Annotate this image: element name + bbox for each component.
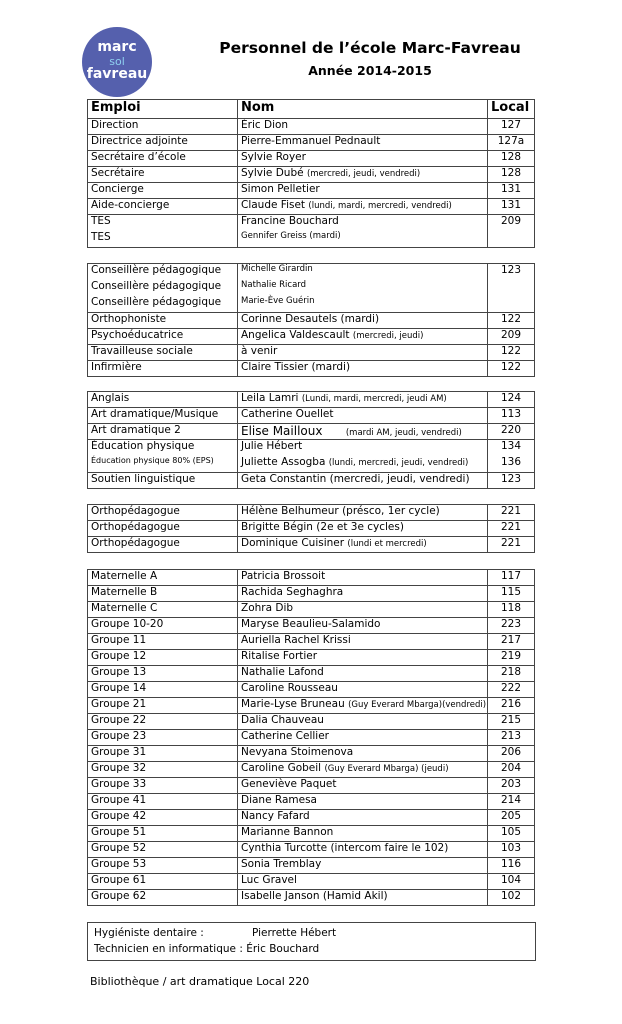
table-row bbox=[88, 890, 535, 906]
cell-nom: Pierre-Emmanuel Pednault bbox=[238, 135, 488, 151]
cell-local: 122 bbox=[488, 361, 535, 377]
cell-nom: Sonia Tremblay bbox=[238, 858, 488, 874]
cell-nom: Hélène Belhumeur (présco, 1er cycle) bbox=[238, 505, 488, 521]
hygienist-line bbox=[94, 925, 529, 941]
name-line bbox=[241, 456, 484, 472]
emploi-line: Conseillère pédagogique bbox=[91, 264, 222, 276]
cell-emploi: Groupe 12 bbox=[88, 650, 238, 666]
cell-local: 122 bbox=[488, 345, 535, 361]
cell-emploi: Groupe 61 bbox=[88, 874, 238, 890]
cell-emploi: Maternelle C bbox=[88, 602, 238, 618]
table-row bbox=[88, 537, 535, 553]
table-row bbox=[88, 618, 535, 634]
footer-note: Bibliothèque / art dramatique Local 220 bbox=[90, 975, 310, 988]
table-row bbox=[88, 264, 535, 313]
cell-local: 105 bbox=[488, 826, 535, 842]
cell-nom: Sylvie Royer bbox=[238, 151, 488, 167]
cell-local: 221 bbox=[488, 505, 535, 521]
table-header-row bbox=[88, 100, 535, 119]
schedule-note: (lundi, mercredi, jeudi, vendredi) bbox=[328, 458, 469, 468]
cell-local: 221 bbox=[488, 521, 535, 537]
cell-nom: Zohra Dib bbox=[238, 602, 488, 618]
name-text: Dominique Cuisiner bbox=[241, 537, 345, 549]
table-row bbox=[88, 794, 535, 810]
cell-local: 220 bbox=[488, 424, 535, 440]
cell-emploi: Secrétaire d’école bbox=[88, 151, 238, 167]
table-row bbox=[88, 361, 535, 377]
logo-line-1: marc bbox=[97, 39, 137, 55]
cell-local: 103 bbox=[488, 842, 535, 858]
table-row bbox=[88, 698, 535, 714]
table-row bbox=[88, 810, 535, 826]
emploi-line: TES bbox=[91, 215, 111, 227]
cell-nom: Ritalise Fortier bbox=[238, 650, 488, 666]
table-row bbox=[88, 762, 535, 778]
table-row bbox=[88, 345, 535, 361]
cell-nom: Patricia Brossoit bbox=[238, 570, 488, 586]
cell-emploi: Concierge bbox=[88, 183, 238, 199]
cell-nom: Geta Constantin (mercredi, jeudi, vendredi) bbox=[238, 473, 488, 489]
cell-local: 218 bbox=[488, 666, 535, 682]
cell-emploi: Anglais bbox=[88, 392, 238, 408]
table-row bbox=[88, 119, 535, 135]
cell-local: 206 bbox=[488, 746, 535, 762]
cell-local: 216 bbox=[488, 698, 535, 714]
cell-nom: Éric Dion bbox=[238, 119, 488, 135]
column-header-nom: Nom bbox=[238, 100, 488, 119]
cell-local: 116 bbox=[488, 858, 535, 874]
other-staff-box bbox=[87, 922, 536, 961]
cell-local: 123 bbox=[488, 264, 535, 313]
table-row bbox=[88, 730, 535, 746]
schedule-note: (lundi, mardi, mercredi, vendredi) bbox=[308, 201, 452, 211]
cell-nom: Diane Ramesa bbox=[238, 794, 488, 810]
table-row bbox=[88, 440, 535, 473]
schedule-note: (lundi et mercredi) bbox=[347, 539, 427, 549]
name-text: Claude Fiset bbox=[241, 199, 306, 211]
cell-nom: Simon Pelletier bbox=[238, 183, 488, 199]
page-subtitle: Année 2014-2015 bbox=[308, 63, 432, 78]
cell-emploi: Groupe 32 bbox=[88, 762, 238, 778]
cell-nom bbox=[238, 329, 488, 345]
local-line: 136 bbox=[500, 456, 522, 468]
local-line: 134 bbox=[500, 440, 522, 452]
cell-nom: Cynthia Turcotte (intercom faire le 102) bbox=[238, 842, 488, 858]
cell-nom bbox=[238, 698, 488, 714]
cell-emploi: Groupe 62 bbox=[88, 890, 238, 906]
cell-nom: Catherine Cellier bbox=[238, 730, 488, 746]
cell-local: 115 bbox=[488, 586, 535, 602]
table-row bbox=[88, 826, 535, 842]
table-row bbox=[88, 842, 535, 858]
cell-nom bbox=[238, 424, 488, 440]
cell-emploi: Aide-concierge bbox=[88, 199, 238, 215]
cell-local: 127 bbox=[488, 119, 535, 135]
cell-local: 131 bbox=[488, 183, 535, 199]
cell-emploi: Groupe 31 bbox=[88, 746, 238, 762]
table-row bbox=[88, 874, 535, 890]
cell-emploi bbox=[88, 264, 238, 313]
cell-nom bbox=[238, 440, 488, 473]
cell-nom: Nevyana Stoimenova bbox=[238, 746, 488, 762]
table-row bbox=[88, 682, 535, 698]
cell-emploi: Groupe 21 bbox=[88, 698, 238, 714]
cell-emploi: Art dramatique/Musique bbox=[88, 408, 238, 424]
cell-local: 102 bbox=[488, 890, 535, 906]
cell-nom bbox=[238, 264, 488, 313]
table-row bbox=[88, 167, 535, 183]
name-line: Michelle Girardin bbox=[241, 264, 313, 274]
cell-local: 127a bbox=[488, 135, 535, 151]
schedule-note: (Guy Everard Mbarga)(vendredi) bbox=[348, 700, 487, 710]
cell-nom: Marianne Bannon bbox=[238, 826, 488, 842]
table-row bbox=[88, 634, 535, 650]
cell-local: 215 bbox=[488, 714, 535, 730]
column-header-emploi: Emploi bbox=[88, 100, 238, 119]
table-row bbox=[88, 602, 535, 618]
cell-emploi: Groupe 22 bbox=[88, 714, 238, 730]
staff-table-groups bbox=[87, 569, 535, 906]
cell-emploi: Secrétaire bbox=[88, 167, 238, 183]
cell-nom: Caroline Rousseau bbox=[238, 682, 488, 698]
name-line: Gennifer Greiss (mardi) bbox=[241, 231, 341, 241]
technician-label: Technicien en informatique : bbox=[94, 943, 243, 955]
cell-nom: Corinne Desautels (mardi) bbox=[238, 313, 488, 329]
table-row bbox=[88, 183, 535, 199]
table-row bbox=[88, 313, 535, 329]
table-row bbox=[88, 329, 535, 345]
cell-nom: Brigitte Bégin (2e et 3e cycles) bbox=[238, 521, 488, 537]
cell-emploi: Soutien linguistique bbox=[88, 473, 238, 489]
cell-local: 222 bbox=[488, 682, 535, 698]
cell-emploi: Groupe 42 bbox=[88, 810, 238, 826]
cell-emploi: Groupe 14 bbox=[88, 682, 238, 698]
cell-nom: Maryse Beaulieu-Salamido bbox=[238, 618, 488, 634]
cell-local: 203 bbox=[488, 778, 535, 794]
cell-nom: Nancy Fafard bbox=[238, 810, 488, 826]
page-title: Personnel de l’école Marc-Favreau bbox=[219, 39, 521, 57]
school-logo bbox=[82, 27, 152, 97]
cell-nom: Rachida Seghaghra bbox=[238, 586, 488, 602]
cell-local: 221 bbox=[488, 537, 535, 553]
cell-local: 219 bbox=[488, 650, 535, 666]
schedule-note: (Lundi, mardi, mercredi, jeudi AM) bbox=[301, 394, 447, 404]
table-row bbox=[88, 586, 535, 602]
schedule-note: (mercredi, jeudi, vendredi) bbox=[306, 169, 421, 179]
cell-nom bbox=[238, 762, 488, 778]
cell-emploi: Groupe 52 bbox=[88, 842, 238, 858]
cell-nom: Claire Tissier (mardi) bbox=[238, 361, 488, 377]
table-row bbox=[88, 392, 535, 408]
cell-emploi: Orthopédagogue bbox=[88, 521, 238, 537]
cell-nom: Geneviève Paquet bbox=[238, 778, 488, 794]
cell-emploi: Art dramatique 2 bbox=[88, 424, 238, 440]
table-row bbox=[88, 746, 535, 762]
cell-nom bbox=[238, 167, 488, 183]
cell-local bbox=[488, 440, 535, 473]
cell-nom: Isabelle Janson (Hamid Akil) bbox=[238, 890, 488, 906]
cell-emploi: Direction bbox=[88, 119, 238, 135]
staff-table-orthopedagogy bbox=[87, 504, 535, 553]
cell-emploi: Maternelle B bbox=[88, 586, 238, 602]
cell-nom bbox=[238, 199, 488, 215]
emploi-line: Conseillère pédagogique bbox=[91, 280, 222, 292]
hygienist-name: Pierrette Hébert bbox=[252, 927, 337, 939]
emploi-line: Éducation physique bbox=[91, 440, 195, 452]
cell-local: 217 bbox=[488, 634, 535, 650]
table-row bbox=[88, 858, 535, 874]
column-header-local: Local bbox=[488, 100, 535, 119]
emploi-line: Éducation physique 80% (EPS) bbox=[91, 456, 214, 465]
name-line: Nathalie Ricard bbox=[241, 280, 307, 290]
cell-local: 113 bbox=[488, 408, 535, 424]
cell-emploi: Groupe 11 bbox=[88, 634, 238, 650]
table-row bbox=[88, 424, 535, 440]
staff-table-direction bbox=[87, 99, 535, 248]
cell-local: 209 bbox=[488, 215, 535, 248]
emploi-line: Conseillère pédagogique bbox=[91, 296, 222, 308]
table-row bbox=[88, 151, 535, 167]
cell-nom: Nathalie Lafond bbox=[238, 666, 488, 682]
cell-emploi: Orthopédagogue bbox=[88, 537, 238, 553]
cell-local: 118 bbox=[488, 602, 535, 618]
name-text: Sylvie Dubé bbox=[241, 167, 304, 179]
cell-emploi: Infirmière bbox=[88, 361, 238, 377]
cell-emploi: Groupe 13 bbox=[88, 666, 238, 682]
cell-nom: Catherine Ouellet bbox=[238, 408, 488, 424]
cell-emploi: Psychoéducatrice bbox=[88, 329, 238, 345]
schedule-note: (mercredi, jeudi) bbox=[352, 331, 424, 341]
cell-emploi bbox=[88, 215, 238, 248]
cell-emploi: Groupe 33 bbox=[88, 778, 238, 794]
table-row bbox=[88, 570, 535, 586]
schedule-note: (Guy Everard Mbarga) (jeudi) bbox=[324, 764, 449, 774]
table-row bbox=[88, 135, 535, 151]
cell-nom: Auriella Rachel Krissi bbox=[238, 634, 488, 650]
schedule-note: (mardi AM, jeudi, vendredi) bbox=[345, 428, 462, 438]
name-text: Elise Mailloux bbox=[241, 424, 323, 438]
cell-emploi: Groupe 23 bbox=[88, 730, 238, 746]
cell-local: 122 bbox=[488, 313, 535, 329]
cell-local: 123 bbox=[488, 473, 535, 489]
cell-local: 213 bbox=[488, 730, 535, 746]
name-text: Juliette Assogba bbox=[241, 456, 326, 468]
cell-local: 204 bbox=[488, 762, 535, 778]
cell-emploi: Orthophoniste bbox=[88, 313, 238, 329]
technician-line bbox=[94, 941, 529, 957]
table-row bbox=[88, 215, 535, 248]
table-row bbox=[88, 521, 535, 537]
staff-table-specialists bbox=[87, 391, 535, 489]
cell-local: 117 bbox=[488, 570, 535, 586]
logo-line-2: sol bbox=[109, 55, 125, 68]
cell-emploi: Maternelle A bbox=[88, 570, 238, 586]
cell-local: 223 bbox=[488, 618, 535, 634]
cell-emploi: Groupe 53 bbox=[88, 858, 238, 874]
name-text: Caroline Gobeil bbox=[241, 762, 322, 774]
emploi-line: TES bbox=[91, 231, 111, 243]
cell-local: 205 bbox=[488, 810, 535, 826]
cell-nom bbox=[238, 392, 488, 408]
cell-emploi: Groupe 51 bbox=[88, 826, 238, 842]
table-row bbox=[88, 650, 535, 666]
logo-line-3: favreau bbox=[86, 66, 148, 82]
cell-emploi: Travailleuse sociale bbox=[88, 345, 238, 361]
cell-local: 104 bbox=[488, 874, 535, 890]
table-row bbox=[88, 666, 535, 682]
cell-local: 124 bbox=[488, 392, 535, 408]
table-row bbox=[88, 778, 535, 794]
name-text: Angelica Valdescault bbox=[241, 329, 350, 341]
cell-emploi: Orthopédagogue bbox=[88, 505, 238, 521]
cell-local: 214 bbox=[488, 794, 535, 810]
cell-local: 128 bbox=[488, 167, 535, 183]
cell-nom: Dalia Chauveau bbox=[238, 714, 488, 730]
staff-table-professionals bbox=[87, 263, 535, 377]
name-line: Julie Hébert bbox=[241, 440, 303, 452]
cell-local: 128 bbox=[488, 151, 535, 167]
cell-nom bbox=[238, 215, 488, 248]
cell-nom bbox=[238, 537, 488, 553]
technician-name: Éric Bouchard bbox=[246, 943, 320, 955]
name-line: Francine Bouchard bbox=[241, 215, 339, 227]
table-row bbox=[88, 714, 535, 730]
cell-emploi: Groupe 10-20 bbox=[88, 618, 238, 634]
name-line: Marie-Ève Guérin bbox=[241, 296, 315, 306]
table-row bbox=[88, 473, 535, 489]
hygienist-label: Hygiéniste dentaire : bbox=[94, 927, 204, 939]
cell-local: 209 bbox=[488, 329, 535, 345]
cell-local: 131 bbox=[488, 199, 535, 215]
table-row bbox=[88, 408, 535, 424]
name-text: Leila Lamri bbox=[241, 392, 299, 404]
cell-nom: Luc Gravel bbox=[238, 874, 488, 890]
table-row bbox=[88, 199, 535, 215]
name-text: Marie-Lyse Bruneau bbox=[241, 698, 345, 710]
cell-emploi: Groupe 41 bbox=[88, 794, 238, 810]
cell-emploi bbox=[88, 440, 238, 473]
cell-emploi: Directrice adjointe bbox=[88, 135, 238, 151]
cell-nom: à venir bbox=[238, 345, 488, 361]
table-row bbox=[88, 505, 535, 521]
